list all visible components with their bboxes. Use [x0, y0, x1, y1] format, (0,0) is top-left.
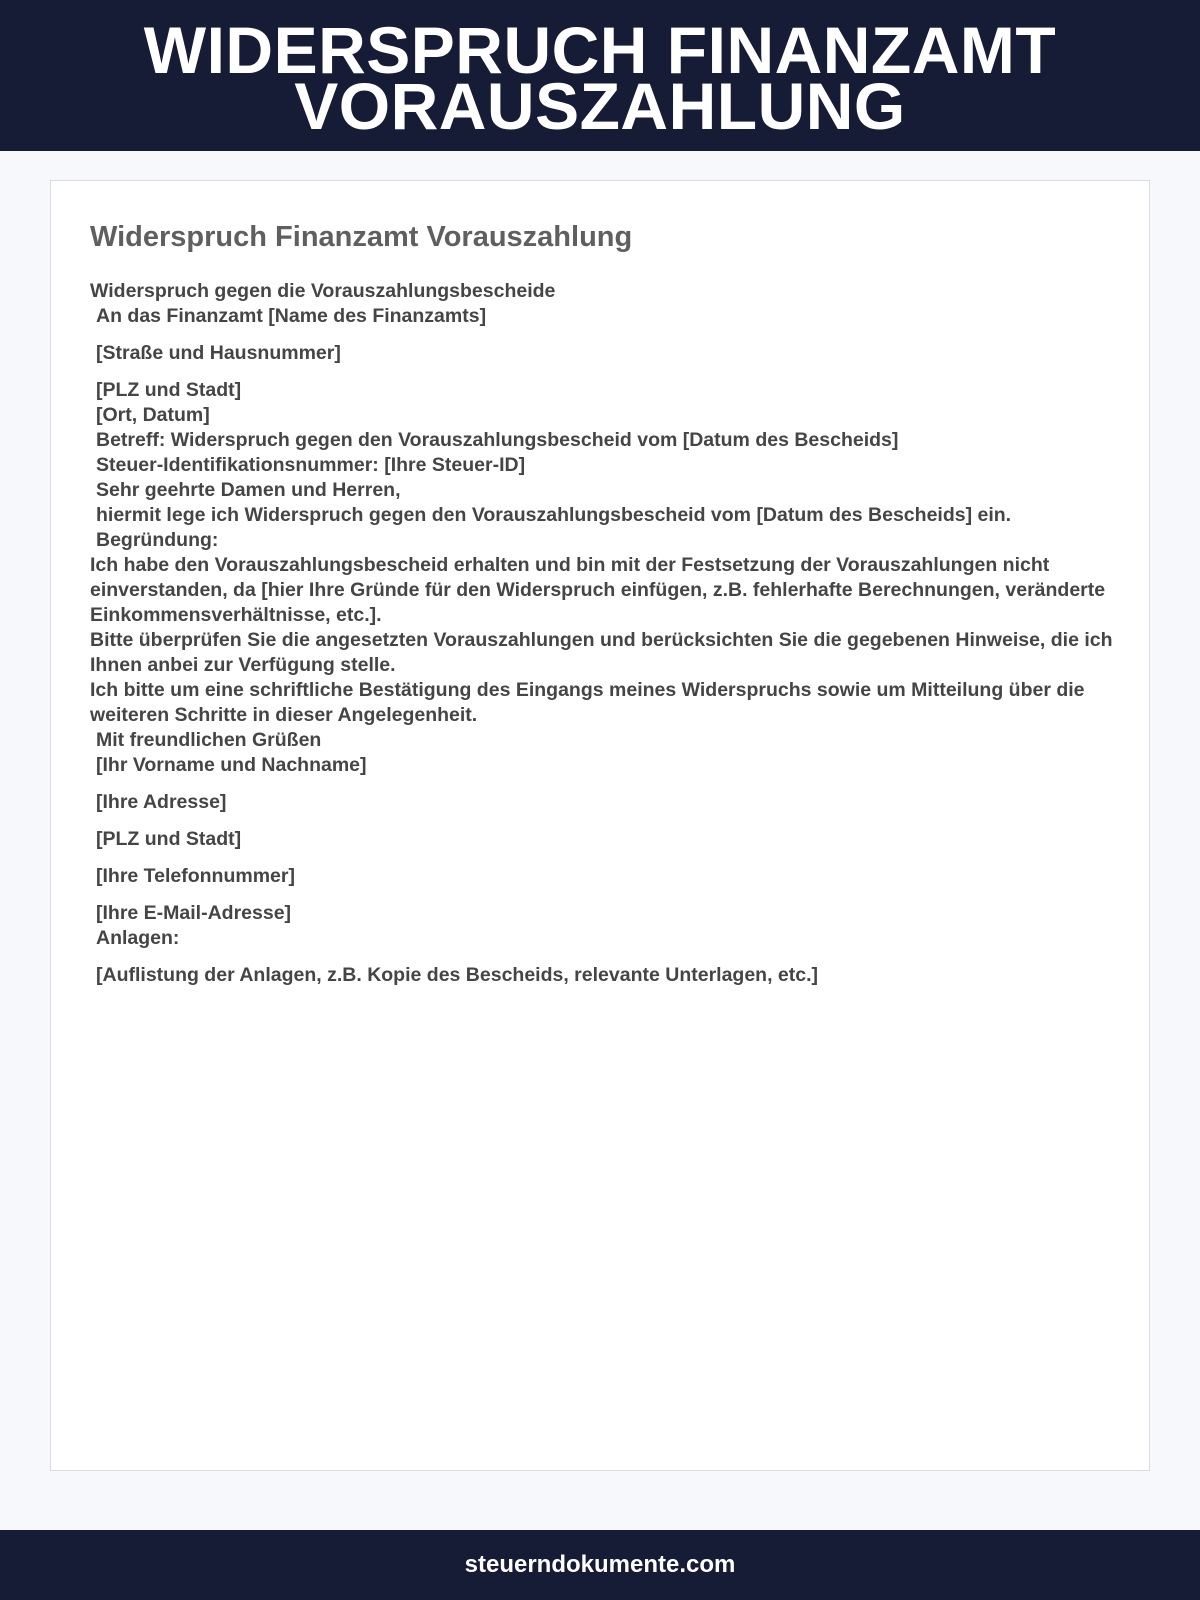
confirmation-request-paragraph: Ich bitte um eine schriftliche Bestätigung des Eingangs meines Widerspruchs sowie um Mitteilung über die weiteren Schritte in dieser Angelegenheit.	[90, 679, 1090, 726]
sender-address: [Ihre Adresse]	[96, 791, 227, 813]
reason-heading: Begründung:	[96, 529, 219, 551]
sender-city: [PLZ und Stadt]	[96, 828, 242, 850]
reason-paragraph: Ich habe den Vorauszahlungsbescheid erhalten und bin mit der Festsetzung der Vorauszahlungen nicht einverstanden, da [hier Ihre Gründe für den Widerspruch einfügen, z.B. fehlerhafte Berechnungen, veränderte Einkommensverhältnisse, etc.].	[90, 554, 1111, 626]
sender-phone: [Ihre Telefonnummer]	[96, 865, 295, 887]
page-header	[0, 0, 1200, 151]
tax-id-line: Steuer-Identifikationsnummer: [Ihre Steuer-ID]	[96, 454, 526, 476]
place-date: [Ort, Datum]	[96, 404, 210, 426]
attachments-list: [Auflistung der Anlagen, z.B. Kopie des Bescheids, relevante Unterlagen, etc.]	[96, 964, 819, 986]
objection-statement: hiermit lege ich Widerspruch gegen den Vorauszahlungsbescheid vom [Datum des Bescheids] ein.	[96, 504, 1012, 526]
sender-name: [Ihr Vorname und Nachname]	[96, 754, 367, 776]
letter-subject-heading: Widerspruch gegen die Vorauszahlungsbescheide	[90, 280, 556, 302]
document-card	[50, 180, 1150, 1471]
recipient-street: [Straße und Hausnummer]	[96, 342, 341, 364]
recipient-line: An das Finanzamt [Name des Finanzamts]	[96, 305, 487, 327]
page-footer	[0, 1530, 1200, 1600]
salutation: Sehr geehrte Damen und Herren,	[96, 479, 401, 501]
review-request-paragraph: Bitte überprüfen Sie die angesetzten Vorauszahlungen und berücksichten Sie die gegebenen Hinweise, die ich Ihnen anbei zur Verfügung stelle.	[90, 629, 1118, 676]
sender-email: [Ihre E-Mail-Adresse]	[96, 902, 292, 924]
header-title: WIDERSPRUCH FINANZAMT VORAUSZAHLUNG	[143, 12, 1057, 143]
recipient-city: [PLZ und Stadt]	[96, 379, 242, 401]
closing-greeting: Mit freundlichen Grüßen	[96, 729, 322, 751]
subject-line: Betreff: Widerspruch gegen den Vorauszahlungsbescheid vom [Datum des Bescheids]	[96, 429, 899, 451]
footer-site-link[interactable]: steuerndokumente.com	[464, 1551, 736, 1578]
document-body	[90, 279, 1130, 988]
document-title: Widerspruch Finanzamt Vorauszahlung	[90, 221, 633, 253]
attachments-heading: Anlagen:	[96, 927, 180, 949]
